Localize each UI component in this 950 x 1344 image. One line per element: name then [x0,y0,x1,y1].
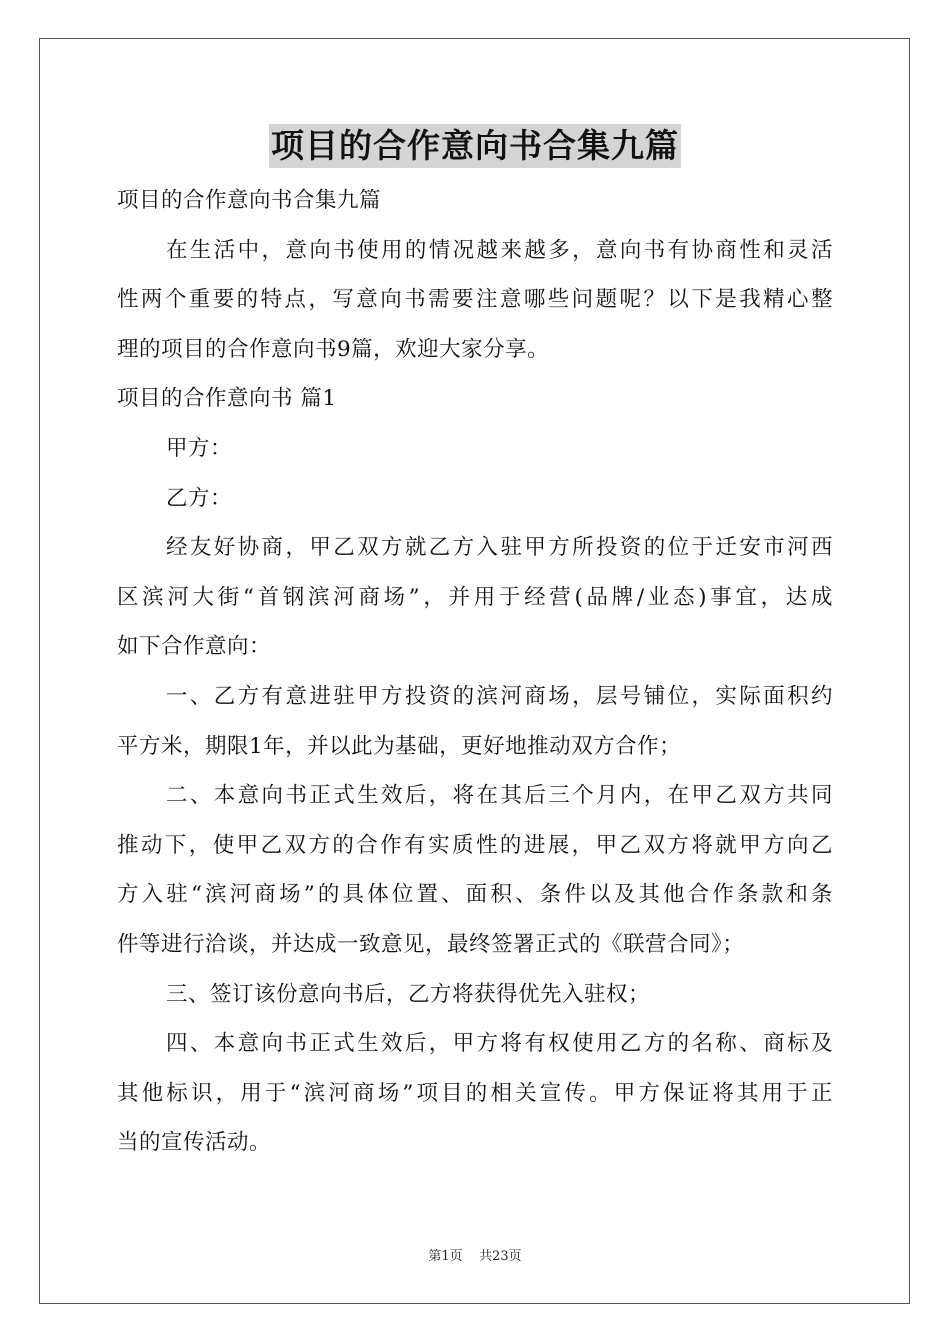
text-line: 平方米，期限1年，并以此为基础，更好地推动双方合作； [117,733,682,759]
title-container [0,124,950,168]
text-line: 乙方： [166,485,233,511]
text-line: 件等进行洽谈，并达成一致意见，最终签署正式的《联营合同》； [117,931,745,957]
text-line: 如下合作意向： [117,634,272,660]
page-total: 共23页 [479,1249,522,1264]
page-number: 第1页 [428,1249,463,1264]
document-body [117,176,833,1168]
document-title: 项目的合作意向书合集九篇 [269,124,681,168]
text-line: 项目的合作意向书合集九篇 [117,188,382,213]
text-line: 性两个重要的特点，写意向书需要注意哪些问题呢？以下是我精心整 [117,287,833,313]
text-line: 区滨河大街“首钢滨河商场”，并用于经营(品牌/业态)事宜，达成 [117,584,833,610]
text-line: 理的项目的合作意向书9篇，欢迎大家分享。 [117,336,550,362]
text-line: 其他标识，用于“滨河商场”项目的相关宣传。甲方保证将其用于正 [117,1080,833,1106]
text-line: 方入驻“滨河商场”的具体位置、面积、条件以及其他合作条款和条 [117,882,833,908]
text-line: 推动下，使甲乙双方的合作有实质性的进展，甲乙双方将就甲方向乙 [117,832,833,858]
text-line: 一、乙方有意进驻甲方投资的滨河商场，层号铺位，实际面积约 [166,683,833,709]
text-line: 经友好协商，甲乙双方就乙方入驻甲方所投资的位于迁安市河西 [166,535,833,561]
text-line: 四、本意向书正式生效后，甲方将有权使用乙方的名称、商标及 [166,1031,833,1057]
text-line: 项目的合作意向书 篇1 [117,386,337,412]
text-line: 二、本意向书正式生效后，将在其后三个月内，在甲乙双方共同 [166,783,833,809]
text-line: 三、签订该份意向书后，乙方将获得优先入驻权； [166,981,651,1007]
text-line: 当的宣传活动。 [117,1130,272,1156]
page-footer [0,1245,950,1264]
text-line: 在生活中，意向书使用的情况越来越多，意向书有协商性和灵活 [166,237,833,263]
text-line: 甲方： [166,435,233,461]
